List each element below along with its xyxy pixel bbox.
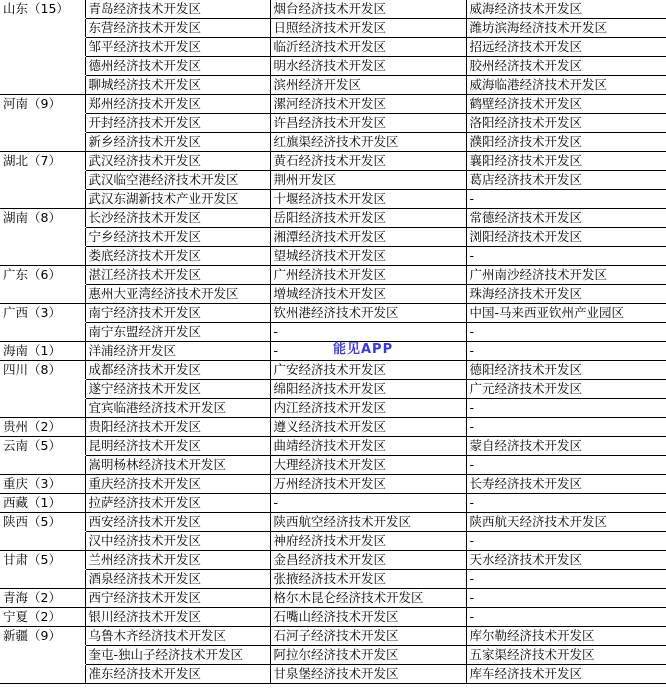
zone-cell: 万州经济技术开发区 <box>270 475 466 494</box>
zone-cell: 阿拉尔经济技术开发区 <box>270 646 466 665</box>
zone-cell: 西宁经济技术开发区 <box>85 589 270 608</box>
zone-cell: 襄阳经济技术开发区 <box>466 152 666 171</box>
zone-cell: - <box>270 342 466 361</box>
table-row <box>0 76 666 95</box>
table-row <box>0 171 666 190</box>
table-row <box>0 38 666 57</box>
zone-cell: - <box>466 570 666 589</box>
zone-cell: - <box>466 247 666 266</box>
table-row <box>0 456 666 475</box>
province-cell: 湖北（7） <box>3 153 61 168</box>
province-cell <box>0 228 85 247</box>
zone-cell: - <box>466 456 666 475</box>
zone-cell: - <box>466 532 666 551</box>
zone-cell: 广安经济技术开发区 <box>270 361 466 380</box>
table-row <box>0 399 666 418</box>
zone-cell: - <box>466 418 666 437</box>
table-row <box>0 19 666 38</box>
zone-cell: 甘泉堡经济技术开发区 <box>270 665 466 684</box>
zone-cell: 南宁经济技术开发区 <box>85 304 270 323</box>
table-row <box>0 437 666 456</box>
zone-cell: 许昌经济技术开发区 <box>270 114 466 133</box>
zone-cell: 新乡经济技术开发区 <box>85 133 270 152</box>
zone-cell: 湘潭经济技术开发区 <box>270 228 466 247</box>
zone-cell: 德阳经济技术开发区 <box>466 361 666 380</box>
table-row <box>0 266 666 285</box>
zone-cell: 湛江经济技术开发区 <box>85 266 270 285</box>
zone-cell: 嵩明杨林经济技术开发区 <box>85 456 270 475</box>
zone-cell: 兰州经济技术开发区 <box>85 551 270 570</box>
zone-cell: 天水经济技术开发区 <box>466 551 666 570</box>
zone-cell: 内江经济技术开发区 <box>270 399 466 418</box>
zone-cell: 威海经济技术开发区 <box>466 0 666 19</box>
province-cell: 新疆（9） <box>3 628 61 643</box>
table-row <box>0 570 666 589</box>
table-row <box>0 361 666 380</box>
province-cell <box>0 399 85 418</box>
zone-cell: 石嘴山经济技术开发区 <box>270 608 466 627</box>
zone-cell: 广州南沙经济技术开发区 <box>466 266 666 285</box>
province-cell: 西藏（1） <box>0 494 85 513</box>
table-row <box>0 646 666 665</box>
zone-cell: 黄石经济技术开发区 <box>270 152 466 171</box>
zone-cell: 奎屯-独山子经济技术开发区 <box>85 646 270 665</box>
table-row <box>0 665 666 684</box>
province-cell <box>0 171 85 190</box>
province-cell <box>0 247 85 266</box>
zone-cell: - <box>270 494 466 513</box>
zone-cell: 银川经济技术开发区 <box>85 608 270 627</box>
zone-cell: 宁乡经济技术开发区 <box>85 228 270 247</box>
zone-cell: 南宁东盟经济开发区 <box>85 323 270 342</box>
zone-cell: 葛店经济技术开发区 <box>466 171 666 190</box>
zone-cell: 鹤壁经济技术开发区 <box>466 95 666 114</box>
table-row <box>0 152 666 171</box>
zone-cell: 金昌经济技术开发区 <box>270 551 466 570</box>
province-cell <box>0 323 85 342</box>
zone-cell: 遵义经济技术开发区 <box>270 418 466 437</box>
province-cell: 湖南（8） <box>3 210 61 225</box>
zone-cell: 广元经济技术开发区 <box>466 380 666 399</box>
zone-cell: 烟台经济技术开发区 <box>270 0 466 19</box>
table-row <box>0 57 666 76</box>
zone-cell: - <box>466 589 666 608</box>
zone-cell: 珠海经济技术开发区 <box>466 285 666 304</box>
zone-cell: 青岛经济技术开发区 <box>85 0 270 19</box>
zone-cell: 五家渠经济技术开发区 <box>466 646 666 665</box>
province-cell <box>0 114 85 133</box>
table-row <box>0 0 666 19</box>
zone-cell: 荆州开发区 <box>270 171 466 190</box>
zone-cell: 汉中经济技术开发区 <box>85 532 270 551</box>
zone-cell: - <box>466 323 666 342</box>
province-cell <box>0 456 85 475</box>
zone-cell: 漯河经济技术开发区 <box>270 95 466 114</box>
zone-cell: 库尔勒经济技术开发区 <box>466 627 666 646</box>
province-cell: 海南（1） <box>0 342 85 361</box>
zone-cell: 钦州港经济技术开发区 <box>270 304 466 323</box>
province-cell <box>0 19 85 38</box>
zone-cell: 中国-马来西亚钦州产业园区 <box>466 304 666 323</box>
zone-cell: 开封经济技术开发区 <box>85 114 270 133</box>
zone-cell: 望城经济技术开发区 <box>270 247 466 266</box>
zone-cell: 神府经济技术开发区 <box>270 532 466 551</box>
zone-cell: 广州经济技术开发区 <box>270 266 466 285</box>
zone-cell: 红旗渠经济技术开发区 <box>270 133 466 152</box>
zone-cell: 拉萨经济技术开发区 <box>85 494 270 513</box>
zone-cell: - <box>466 342 666 361</box>
zone-cell: 洋浦经济开发区 <box>85 342 270 361</box>
table-row <box>0 627 666 646</box>
province-cell: 甘肃（5） <box>3 552 61 567</box>
zone-cell: 增城经济技术开发区 <box>270 285 466 304</box>
zone-cell: 库车经济技术开发区 <box>466 665 666 684</box>
zone-cell: 绵阳经济技术开发区 <box>270 380 466 399</box>
zone-cell: 陕西航空经济技术开发区 <box>270 513 466 532</box>
province-cell <box>0 646 85 665</box>
zone-cell: 临沂经济技术开发区 <box>270 38 466 57</box>
zone-cell: 招远经济技术开发区 <box>466 38 666 57</box>
table-row <box>0 304 666 323</box>
table-row <box>0 133 666 152</box>
zone-cell: 威海临港经济技术开发区 <box>466 76 666 95</box>
table-row <box>0 608 666 627</box>
zone-cell: - <box>466 494 666 513</box>
zone-cell: 遂宁经济技术开发区 <box>85 380 270 399</box>
zone-cell: 贵阳经济技术开发区 <box>85 418 270 437</box>
zone-cell: 长沙经济技术开发区 <box>85 209 270 228</box>
zone-cell: 长寿经济技术开发区 <box>466 475 666 494</box>
zone-cell: 邹平经济技术开发区 <box>85 38 270 57</box>
table-row <box>0 532 666 551</box>
province-cell <box>0 532 85 551</box>
zone-cell: 成都经济技术开发区 <box>85 361 270 380</box>
province-cell <box>0 285 85 304</box>
zone-cell: 潍坊滨海经济技术开发区 <box>466 19 666 38</box>
province-cell <box>0 665 85 684</box>
zone-cell: 浏阳经济技术开发区 <box>466 228 666 247</box>
province-cell <box>0 190 85 209</box>
zone-cell: 洛阳经济技术开发区 <box>466 114 666 133</box>
province-cell: 云南（5） <box>3 438 61 453</box>
province-cell: 贵州（2） <box>0 418 85 437</box>
zone-cell: 十堰经济技术开发区 <box>270 190 466 209</box>
table-row <box>0 209 666 228</box>
zone-cell: 明水经济技术开发区 <box>270 57 466 76</box>
zone-cell: 西安经济技术开发区 <box>85 513 270 532</box>
watermark-text: 能见APP <box>333 342 394 357</box>
zone-cell: 日照经济技术开发区 <box>270 19 466 38</box>
zone-cell: 东营经济技术开发区 <box>85 19 270 38</box>
table-row <box>0 228 666 247</box>
zone-cell: 蒙自经济技术开发区 <box>466 437 666 456</box>
zone-cell: 郑州经济技术开发区 <box>85 95 270 114</box>
zone-cell: 重庆经济技术开发区 <box>85 475 270 494</box>
table-row <box>0 247 666 266</box>
province-cell: 广西（3） <box>3 305 61 320</box>
zone-cell: 乌鲁木齐经济技术开发区 <box>85 627 270 646</box>
province-cell <box>0 57 85 76</box>
zone-cell: 昆明经济技术开发区 <box>85 437 270 456</box>
province-cell <box>0 38 85 57</box>
province-cell: 陕西（5） <box>3 514 61 529</box>
zone-cell: 陕西航天经济技术开发区 <box>466 513 666 532</box>
zone-cell: 酒泉经济技术开发区 <box>85 570 270 589</box>
zone-cell: 惠州大亚湾经济技术开发区 <box>85 285 270 304</box>
province-cell: 四川（8） <box>3 362 61 377</box>
table-row <box>0 418 666 437</box>
province-cell <box>0 380 85 399</box>
zone-cell: 武汉东湖新技术产业开发区 <box>85 190 270 209</box>
zone-cell: 娄底经济技术开发区 <box>85 247 270 266</box>
table-row <box>0 589 666 608</box>
zone-cell: 宜宾临港经济技术开发区 <box>85 399 270 418</box>
table-row <box>0 114 666 133</box>
zone-cell: - <box>466 399 666 418</box>
zone-cell: 德州经济技术开发区 <box>85 57 270 76</box>
table-row <box>0 475 666 494</box>
zone-cell: 胶州经济技术开发区 <box>466 57 666 76</box>
province-cell: 广东（6） <box>3 267 61 282</box>
zone-cell: 常德经济技术开发区 <box>466 209 666 228</box>
table-row <box>0 190 666 209</box>
zone-cell: - <box>270 323 466 342</box>
province-cell: 宁夏（2） <box>0 608 85 627</box>
province-cell <box>0 133 85 152</box>
province-cell: 山东（15） <box>3 1 69 16</box>
zone-cell: 大理经济技术开发区 <box>270 456 466 475</box>
table-row <box>0 380 666 399</box>
province-cell <box>0 76 85 95</box>
zone-cell: 滨州经济开发区 <box>270 76 466 95</box>
province-cell: 河南（9） <box>3 96 61 111</box>
zone-cell: - <box>466 190 666 209</box>
province-cell: 重庆（3） <box>0 475 85 494</box>
zone-cell: 岳阳经济技术开发区 <box>270 209 466 228</box>
table-row <box>0 551 666 570</box>
zone-cell: 曲靖经济技术开发区 <box>270 437 466 456</box>
table-row <box>0 494 666 513</box>
table-row <box>0 95 666 114</box>
zone-cell: 武汉临空港经济技术开发区 <box>85 171 270 190</box>
zone-cell: 石河子经济技术开发区 <box>270 627 466 646</box>
zone-cell: 聊城经济技术开发区 <box>85 76 270 95</box>
province-cell: 青海（2） <box>0 589 85 608</box>
province-cell <box>0 570 85 589</box>
zone-cell: 张掖经济技术开发区 <box>270 570 466 589</box>
table-row <box>0 285 666 304</box>
zone-cell: 武汉经济技术开发区 <box>85 152 270 171</box>
zone-cell: 濮阳经济技术开发区 <box>466 133 666 152</box>
zone-cell: 准东经济技术开发区 <box>85 665 270 684</box>
zone-cell: 格尔木昆仑经济技术开发区 <box>270 589 466 608</box>
table-row <box>0 513 666 532</box>
zone-cell: - <box>466 608 666 627</box>
